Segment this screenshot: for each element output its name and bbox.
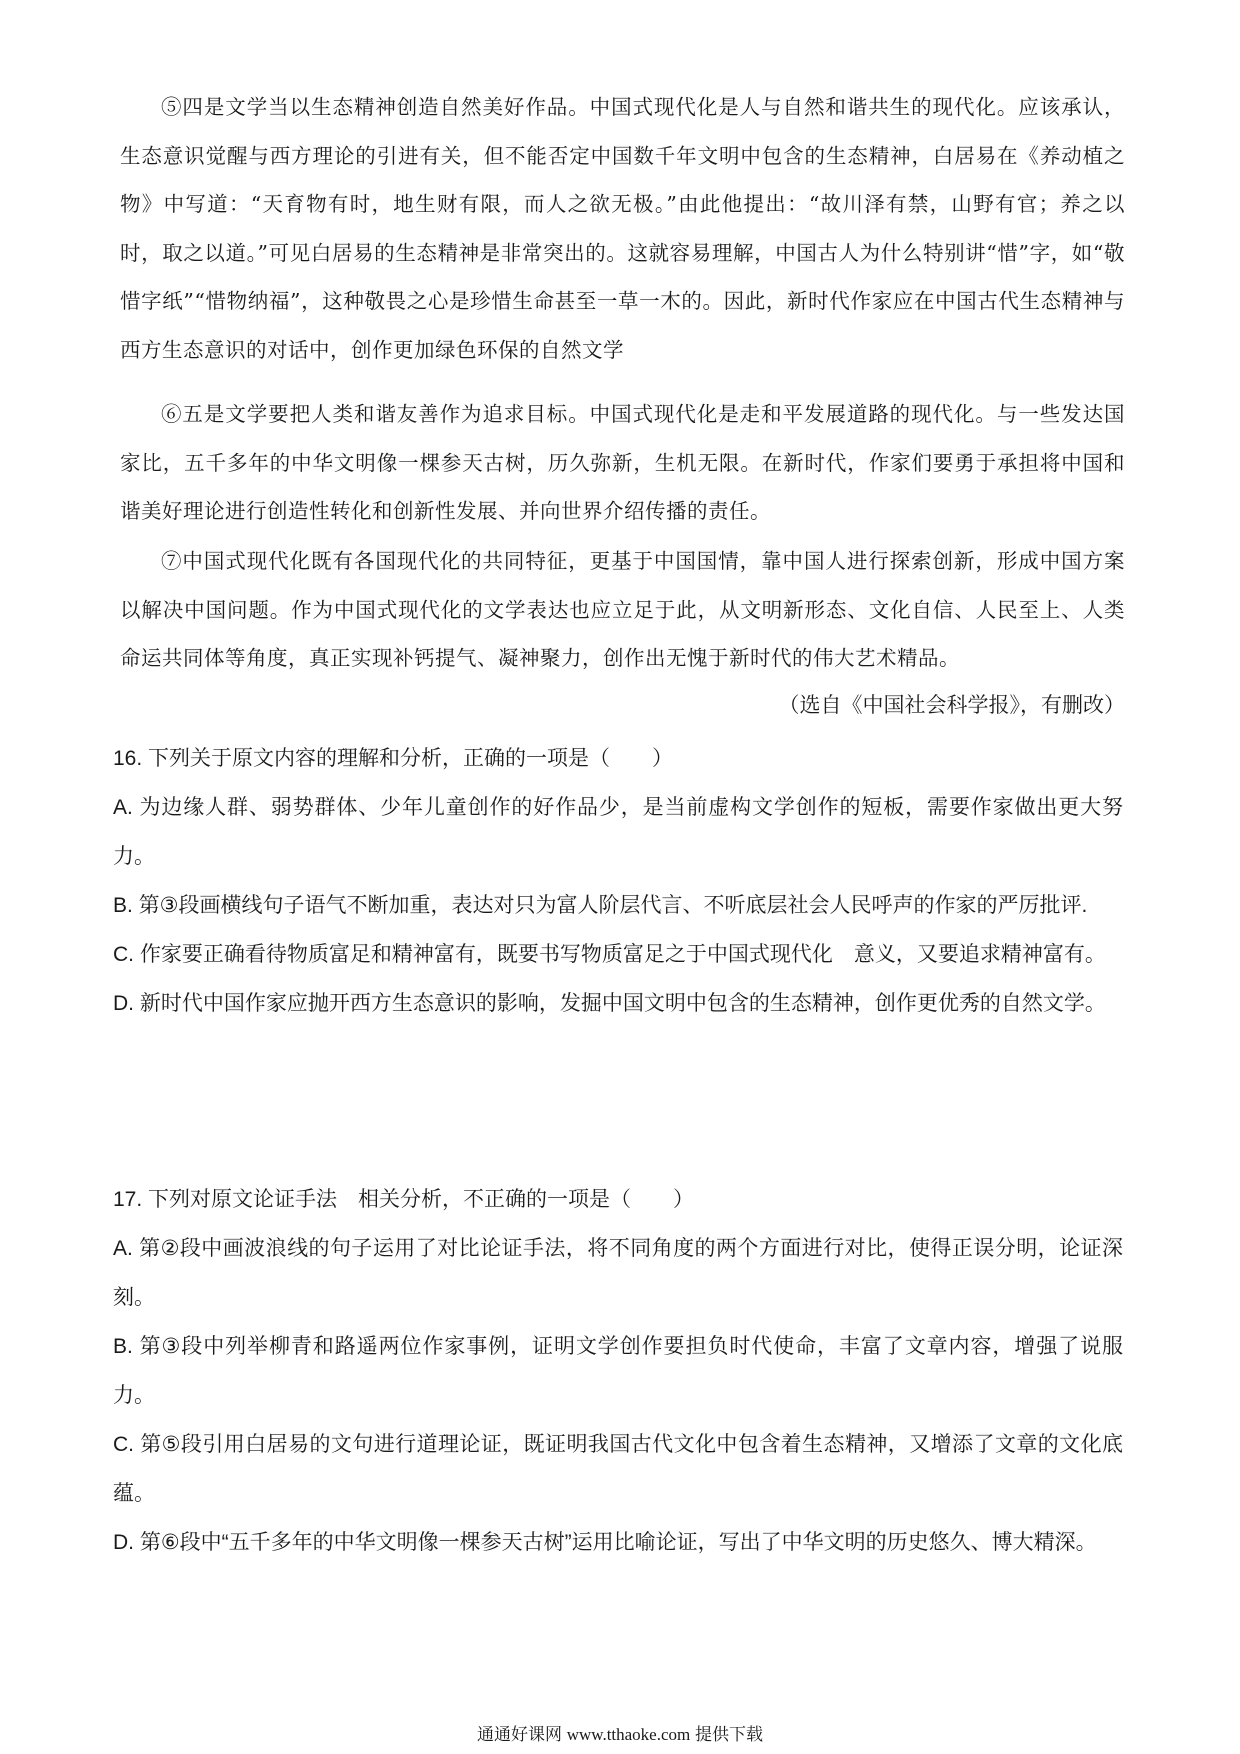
option-c: C. 第⑤段引用白居易的文句进行道理论证，既证明我国古代文化中包含着生态精神，又增添了文章的文化底蕴。: [113, 1433, 1123, 1505]
option-d: D. 新时代中国作家应抛开西方生态意识的影响，发掘中国文明中包含的生态精神，创作更优秀的自然文学。: [113, 992, 1106, 1015]
page-footer: [0, 1724, 1240, 1746]
option-d: D. 第⑥段中“五千多年的中华文明像一棵参天古树”运用比喻论证，写出了中华文明的历史悠久、博大精深。: [113, 1531, 1097, 1554]
paragraph-5: ⑤四是文学当以生态精神创造自然美好作品。中国式现代化是人与自然和谐共生的现代化。应该承认，生态意识觉醒与西方理论的引进有关，但不能否定中国数千年文明中包含的生态精神，白居易在《养动植之物》中写道：“天育物有时，地生财有限，而人之欲无极。”由此他提出：“故川泽有禁，山野有官；养之以时，取之以道。”可见白居易的生态精神是非常突出的。这就容易理解，中国古人为什么特别讲“惜”字，如“敬惜字纸”“惜物纳福”，这种敬畏之心是珍惜生命甚至一草一木的。因此，新时代作家应在中国古代生态精神与西方生态意识的对话中，创作更加绿色环保的自然文学: [120, 95, 1125, 362]
footer-site-name: 通通好课网: [476, 1725, 562, 1744]
paragraph-7: ⑦中国式现代化既有各国现代化的共同特征，更基于中国国情，靠中国人进行探索创新，形成中国方案以解决中国问题。作为中国式现代化的文学表达也应立足于此，从文明新形态、文化自信、人民至上、人类命运共同体等角度，真正实现补钙提气、凝神聚力，创作出无愧于新时代的伟大艺术精品。: [120, 549, 1125, 670]
option-a: A. 为边缘人群、弱势群体、少年儿童创作的好作品少，是当前虚构文学创作的短板，需要作家做出更大努力。: [113, 796, 1123, 868]
footer-url[interactable]: www.tthaoke.com: [566, 1725, 691, 1744]
question-17: [113, 1175, 1123, 1567]
option-b: B. 第③段中列举柳青和路遥两位作家事例，证明文学创作要担负时代使命，丰富了文章内容，增强了说服力。: [113, 1335, 1123, 1407]
article-source: （选自《中国社会科学报》，有删改）: [778, 693, 1125, 717]
question-16: [113, 734, 1123, 1028]
question-stem: 17. 下列对原文论证手法 相关分析，不正确的一项是（ ）: [113, 1188, 695, 1211]
paragraph-6: ⑥五是文学要把人类和谐友善作为追求目标。中国式现代化是走和平发展道路的现代化。与一些发达国家比，五千多年的中华文明像一棵参天古树，历久弥新，生机无限。在新时代，作家们要勇于承担将中国和谐美好理论进行创造性转化和创新性发展、并向世界介绍传播的责任。: [120, 402, 1125, 523]
option-c: C. 作家要正确看待物质富足和精神富有，既要书写物质富足之于中国式现代化 意义，又要追求精神富有。: [113, 943, 1106, 966]
footer-suffix: 提供下载: [695, 1725, 763, 1744]
question-stem: 16. 下列关于原文内容的理解和分析，正确的一项是（ ）: [113, 747, 674, 770]
option-b: B. 第③段画横线句子语气不断加重，表达对只为富人阶层代言、不听底层社会人民呼声的作家的严厉批评.: [113, 894, 1088, 917]
option-a: A. 第②段中画波浪线的句子运用了对比论证手法，将不同角度的两个方面进行对比，使得正误分明，论证深刻。: [113, 1237, 1123, 1309]
